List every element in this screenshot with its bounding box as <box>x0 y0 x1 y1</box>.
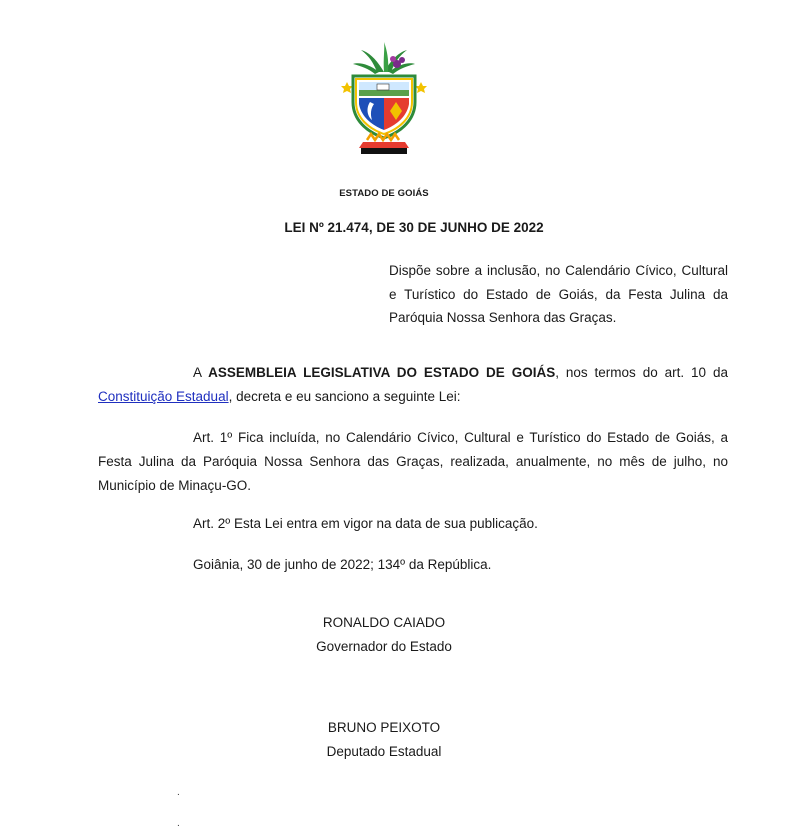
signature-deputy <box>0 716 768 764</box>
place-date <box>98 553 728 577</box>
preamble-middle: , nos termos do art. 10 da <box>555 365 728 380</box>
article-2-text: Art. 2º Esta Lei entra em vigor na data de sua publicação. <box>193 516 538 531</box>
signature-name: BRUNO PEIXOTO <box>327 720 441 735</box>
assembly-name: ASSEMBLEIA LEGISLATIVA DO ESTADO DE GOIÁS <box>208 365 556 380</box>
article-1 <box>98 426 728 498</box>
preamble-suffix: , decreta e eu sanciono a seguinte Lei: <box>228 389 461 404</box>
trailing-mark: . <box>177 818 180 829</box>
place-date-text: Goiânia, 30 de junho de 2022; 134º da República. <box>193 557 492 572</box>
trailing-mark: . <box>177 787 180 798</box>
law-title: LEI Nº 21.474, DE 30 DE JUNHO DE 2022 <box>284 220 544 235</box>
signature-role: Deputado Estadual <box>326 744 442 759</box>
signature-role: Governador do Estado <box>316 639 452 654</box>
signature-governor <box>0 611 768 659</box>
signature-name: RONALDO CAIADO <box>322 615 446 630</box>
preamble-paragraph <box>98 361 728 409</box>
article-2 <box>98 512 728 536</box>
goias-coat-of-arms-icon <box>339 42 429 158</box>
constituicao-estadual-link[interactable]: Constituição Estadual <box>98 389 229 404</box>
article-1-text: Art. 1º Fica incluída, no Calendário Cívico, Cultural e Turístico do Estado de Goiás, a Festa Julina da Paróquia Nossa Senhora das Graças, realizada, anualmente, no mês de julho, no Município de Minaçu-GO. <box>98 430 728 493</box>
preamble-prefix: A <box>193 365 202 380</box>
law-ementa: Dispõe sobre a inclusão, no Calendário Cívico, Cultural e Turístico do Estado de Goiás, da Festa Julina da Paróquia Nossa Senhora das Graças. <box>389 263 728 325</box>
state-name: ESTADO DE GOIÁS <box>339 188 429 199</box>
